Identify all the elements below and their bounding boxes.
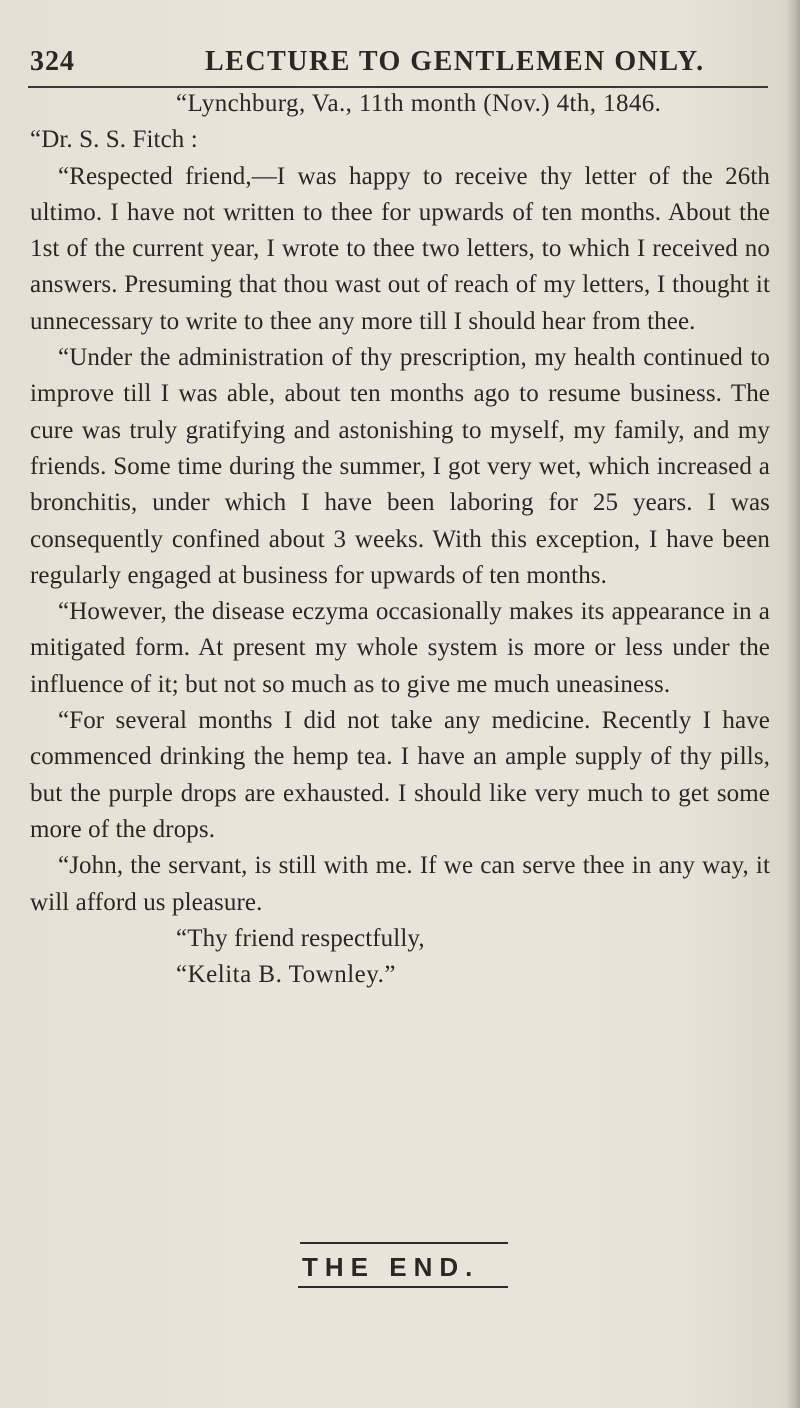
page-edge-shadow bbox=[786, 0, 800, 1408]
end-rule-bottom bbox=[298, 1286, 508, 1288]
letter-paragraph: “John, the servant, is still with me. If we can serve thee in any way, it will afford us pleasure. bbox=[30, 852, 770, 916]
letter-paragraph: “Respected friend,—I was happy to receive thy letter of the 26th ultimo. I have not written to thee for upwards of ten months. About the 1st of the current year, I wrote to thee two letters, to which I received no answers. Presuming that thou wast out of reach of my letters, I thought it unnecessary to write to thee any more till I should hear from thee. bbox=[30, 162, 770, 335]
end-mark bbox=[300, 1242, 508, 1288]
letter-salutation: “Dr. S. S. Fitch : bbox=[30, 126, 198, 154]
letter-paragraph: “Under the administration of thy prescription, my health continued to improve till I was able, about ten months ago to resume business. The cure was truly gratifying and astonishing to myself, my family, and my friends. Some time during the summer, I got very wet, which increased a bronchitis, under which I have been laboring for 25 years. I was consequently confined about 3 weeks. With this exception, I have been regularly engaged at business for upwards of ten months. bbox=[30, 344, 770, 589]
letter-paragraph: “However, the disease eczyma occasionally makes its appearance in a mitigated form. At present my whole system is more or less under the influence of it; but not so much as to give me much uneasiness. bbox=[30, 598, 770, 698]
letter-dateline: “Lynchburg, Va., 11th month (Nov.) 4th, 1846. bbox=[176, 90, 662, 117]
page-number: 324 bbox=[30, 46, 75, 77]
letter-paragraph: “For several months I did not take any medicine. Recently I have commenced drinking the hemp tea. I have an ample supply of thy pills, but the purple drops are exhausted. I should like very much to get some more of the drops. bbox=[30, 707, 770, 843]
running-title: LECTURE TO GENTLEMEN ONLY. bbox=[205, 46, 705, 77]
end-text: THE END. bbox=[302, 1252, 480, 1282]
page-header bbox=[30, 46, 770, 82]
letter-signature: “Kelita B. Townley.” bbox=[176, 961, 396, 989]
letter-body bbox=[30, 86, 770, 993]
end-rule-top bbox=[300, 1242, 508, 1244]
letter-closing: “Thy friend respectfully, bbox=[176, 924, 425, 952]
